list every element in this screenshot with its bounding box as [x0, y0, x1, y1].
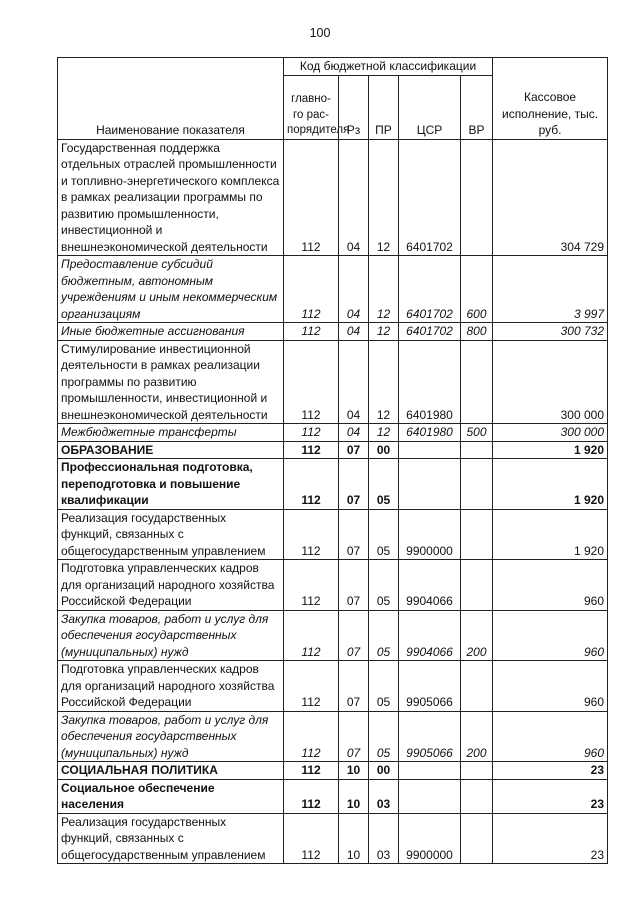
table-row — [58, 424, 608, 442]
row-name: Социальное обеспечение населения — [58, 779, 284, 813]
table-row — [58, 762, 608, 780]
row-amount: 1 920 — [493, 441, 608, 459]
header-amount: Кассовое исполнение, тыс. руб. — [493, 58, 608, 140]
row-csr-code — [399, 779, 461, 813]
row-amount: 960 — [493, 610, 608, 661]
row-pr-code: 12 — [369, 424, 399, 442]
row-vr-code — [461, 340, 493, 424]
row-vr-code — [461, 509, 493, 560]
row-vr-code: 200 — [461, 711, 493, 762]
row-pr-code: 05 — [369, 661, 399, 712]
table-body — [58, 139, 608, 864]
header-classification-group: Код бюджетной классификации — [284, 58, 493, 76]
row-rz-code: 04 — [339, 139, 369, 256]
row-admin-code: 112 — [284, 762, 339, 780]
table-row — [58, 661, 608, 712]
row-amount: 1 920 — [493, 459, 608, 510]
row-amount: 300 732 — [493, 323, 608, 341]
row-amount: 300 000 — [493, 340, 608, 424]
row-csr-code: 6401702 — [399, 323, 461, 341]
row-pr-code: 05 — [369, 459, 399, 510]
row-amount: 1 920 — [493, 509, 608, 560]
row-pr-code: 00 — [369, 762, 399, 780]
row-name: Стимулирование инвестиционной деятельности в рамках реализации программы по развитию промышленности, инвестиционной и внешнеэкономической деятельности — [58, 340, 284, 424]
row-name: Закупка товаров, работ и услуг для обеспечения государственных (муниципальных) нужд — [58, 711, 284, 762]
row-vr-code — [461, 459, 493, 510]
page-number: 100 — [309, 26, 331, 40]
row-rz-code: 10 — [339, 813, 369, 864]
table-row — [58, 323, 608, 341]
row-admin-code: 112 — [284, 560, 339, 611]
row-pr-code: 12 — [369, 139, 399, 256]
row-vr-code: 200 — [461, 610, 493, 661]
row-csr-code: 9900000 — [399, 509, 461, 560]
row-csr-code — [399, 441, 461, 459]
row-name: Государственная поддержка отдельных отраслей промышленности и топливно-энергетического комплекса в рамках реализации программы по развитию промышленности, инвестиционной и внешнеэкономической деятельности — [58, 139, 284, 256]
header-csr: ЦСР — [399, 75, 461, 139]
row-amount: 23 — [493, 813, 608, 864]
header-pr: ПР — [369, 75, 399, 139]
row-admin-code: 112 — [284, 711, 339, 762]
row-admin-code: 112 — [284, 256, 339, 323]
row-csr-code: 6401702 — [399, 139, 461, 256]
row-vr-code — [461, 560, 493, 611]
row-rz-code: 07 — [339, 441, 369, 459]
row-name: Подготовка управленческих кадров для организаций народного хозяйства Российской Федерации — [58, 661, 284, 712]
row-amount: 304 729 — [493, 139, 608, 256]
header-vr: ВР — [461, 75, 493, 139]
row-rz-code: 07 — [339, 509, 369, 560]
row-csr-code: 9900000 — [399, 813, 461, 864]
row-csr-code: 9904066 — [399, 610, 461, 661]
header-name: Наименование показателя — [58, 58, 284, 140]
table-row — [58, 139, 608, 256]
row-admin-code: 112 — [284, 424, 339, 442]
row-csr-code — [399, 459, 461, 510]
row-csr-code: 6401702 — [399, 256, 461, 323]
row-vr-code — [461, 139, 493, 256]
row-admin-code: 112 — [284, 441, 339, 459]
row-admin-code: 112 — [284, 509, 339, 560]
row-rz-code: 07 — [339, 711, 369, 762]
table-row — [58, 459, 608, 510]
row-csr-code: 9905066 — [399, 711, 461, 762]
row-admin-code: 112 — [284, 610, 339, 661]
row-amount: 300 000 — [493, 424, 608, 442]
row-rz-code: 04 — [339, 323, 369, 341]
row-admin-code: 112 — [284, 139, 339, 256]
row-vr-code — [461, 813, 493, 864]
table-row — [58, 610, 608, 661]
row-pr-code: 05 — [369, 711, 399, 762]
row-name: Подготовка управленческих кадров для организаций народного хозяйства Российской Федерации — [58, 560, 284, 611]
row-rz-code: 07 — [339, 560, 369, 611]
row-name: Предоставление субсидий бюджетным, автономным учреждениям и иным некоммерческим организациям — [58, 256, 284, 323]
row-vr-code — [461, 661, 493, 712]
header-rz: Рз — [339, 75, 369, 139]
row-csr-code: 6401980 — [399, 340, 461, 424]
row-name: Реализация государственных функций, связанных с общегосударственным управлением — [58, 509, 284, 560]
row-vr-code: 600 — [461, 256, 493, 323]
row-amount: 23 — [493, 762, 608, 780]
row-rz-code: 10 — [339, 779, 369, 813]
row-name: Межбюджетные трансферты — [58, 424, 284, 442]
row-rz-code: 04 — [339, 256, 369, 323]
row-admin-code: 112 — [284, 459, 339, 510]
row-rz-code: 07 — [339, 459, 369, 510]
row-pr-code: 12 — [369, 340, 399, 424]
table-row — [58, 340, 608, 424]
table-row — [58, 441, 608, 459]
table-row — [58, 509, 608, 560]
table-row — [58, 711, 608, 762]
row-rz-code: 04 — [339, 340, 369, 424]
row-name: ОБРАЗОВАНИЕ — [58, 441, 284, 459]
row-admin-code: 112 — [284, 340, 339, 424]
row-admin-code: 112 — [284, 813, 339, 864]
row-amount: 3 997 — [493, 256, 608, 323]
row-amount: 23 — [493, 779, 608, 813]
row-name: СОЦИАЛЬНАЯ ПОЛИТИКА — [58, 762, 284, 780]
row-admin-code: 112 — [284, 779, 339, 813]
row-rz-code: 10 — [339, 762, 369, 780]
row-csr-code: 9905066 — [399, 661, 461, 712]
row-name: Иные бюджетные ассигнования — [58, 323, 284, 341]
row-vr-code — [461, 441, 493, 459]
row-csr-code — [399, 762, 461, 780]
row-rz-code: 07 — [339, 610, 369, 661]
row-pr-code: 05 — [369, 610, 399, 661]
table-row — [58, 256, 608, 323]
row-amount: 960 — [493, 560, 608, 611]
row-vr-code: 500 — [461, 424, 493, 442]
row-pr-code: 03 — [369, 813, 399, 864]
row-name: Профессиональная подготовка, переподготовка и повышение квалификации — [58, 459, 284, 510]
row-csr-code: 9904066 — [399, 560, 461, 611]
row-vr-code — [461, 762, 493, 780]
row-amount: 960 — [493, 711, 608, 762]
row-name: Закупка товаров, работ и услуг для обеспечения государственных (муниципальных) нужд — [58, 610, 284, 661]
row-vr-code — [461, 779, 493, 813]
row-csr-code: 6401980 — [399, 424, 461, 442]
table-row — [58, 813, 608, 864]
row-admin-code: 112 — [284, 323, 339, 341]
row-pr-code: 03 — [369, 779, 399, 813]
row-pr-code: 05 — [369, 509, 399, 560]
row-name: Реализация государственных функций, связанных с общегосударственным управлением — [58, 813, 284, 864]
row-admin-code: 112 — [284, 661, 339, 712]
row-rz-code: 07 — [339, 661, 369, 712]
row-rz-code: 04 — [339, 424, 369, 442]
table-row — [58, 779, 608, 813]
row-pr-code: 05 — [369, 560, 399, 611]
table-row — [58, 560, 608, 611]
row-vr-code: 800 — [461, 323, 493, 341]
budget-execution-table — [57, 57, 608, 864]
row-amount: 960 — [493, 661, 608, 712]
row-pr-code: 12 — [369, 323, 399, 341]
row-pr-code: 00 — [369, 441, 399, 459]
header-admin: главно-го рас-порядителя — [284, 75, 339, 139]
row-pr-code: 12 — [369, 256, 399, 323]
